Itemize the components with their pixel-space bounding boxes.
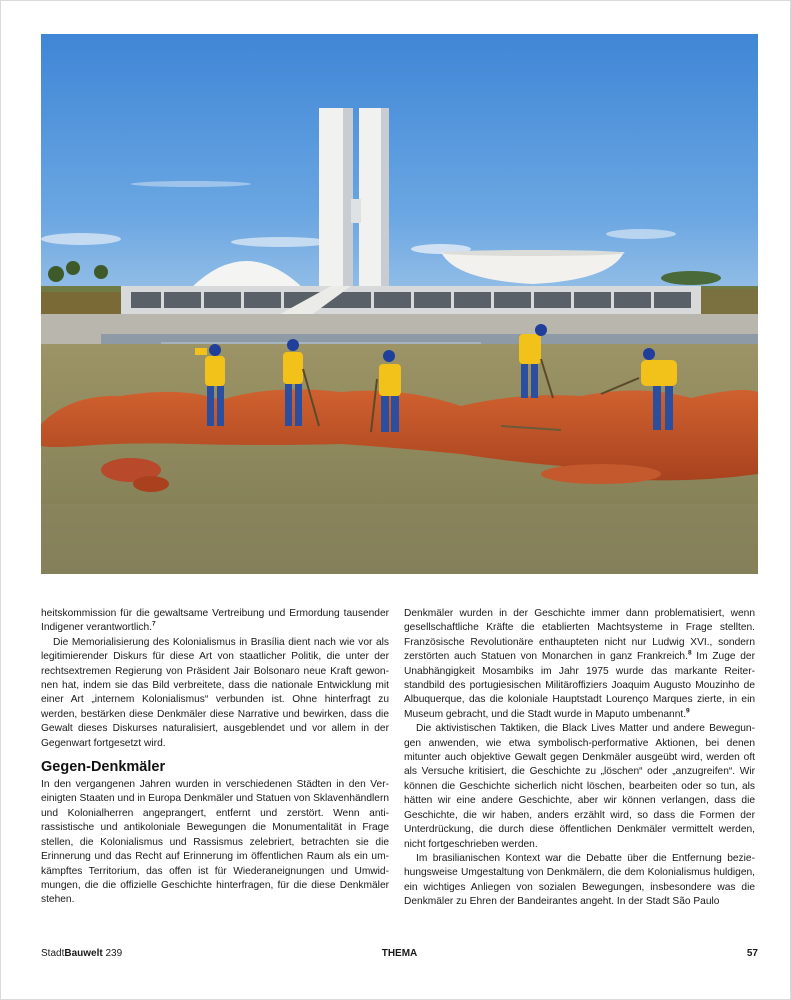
paragraph: Im brasilianischen Kontext war die Debatte über die Entfernung beziehungsweise Umgestaltung von Denkmälern, die dem Kolonialismus huldigen, ein wichtiges Anliegen von sozialen Bewegungen, insbesondere was die Denkmäler zu Ehren der Bandeirantes angeht. In der Stadt São Paulo — [404, 852, 755, 908]
paragraph: heitskommission für die gewaltsame Vertreibung und Ermordung tausender Indigener verantwortlich.$^7$ — [41, 608, 389, 634]
footnote-ref: 7 — [152, 621, 156, 629]
right-text-column — [404, 607, 755, 910]
section-label: THEMA — [381, 948, 418, 959]
article-photo — [41, 34, 758, 574]
magazine-name: StadtBauwelt 239 — [41, 948, 123, 959]
page-number: 57 — [746, 948, 758, 959]
paragraph: Die aktivistischen Taktiken, die Black Lives Matter und andere Bewegungen anwenden, wie etwa symbolisch-performative Aktionen, bei denen mitunter auch objektive Gewalt gegen Denkmäler ausgeübt wird, werden oft als Versuche kritisiert, die Geschichte zu „löschen“ oder „anzugreifen“. Wir können die Geschichte sicherlich nicht löschen, bearbeiten oder so tun, als hätten wir eine andere Geschichte, aber wir können verlangen, dass die Geschichte, die wir haben, anders erzählt wird, so dass die Formen der Unterdrückung, die durch diese öffentlichen Denkmäler vermittelt werden, nicht fortgeschrieben werden. — [404, 723, 755, 850]
footnote-ref: 9 — [686, 707, 690, 715]
paragraph: In den vergangenen Jahren wurden in verschiedenen Städten in den Vereinigten Staaten und in Europa Denkmäler und Statuen von Sklavenhändlern und Kolonialherren angeprangert, entfernt und zerstört. Wenn antirassistische und antikoloniale Bewegungen die Monumentalität in Frage stellen, die Kolonialismus und Rassismus zelebriert, betrachten sie die Erinnerung und das Recht auf Erinnerung im öffentlichen Raum als ein umkämpftes Territorium, das offen ist für Wiederaneignungen und Umwidmungen, die die offizielle Geschichte hinterfragen, für die diese Denkmäler stehen. — [41, 779, 389, 906]
section-heading: Gegen-Denkmäler — [41, 759, 166, 776]
paragraph: Die Memorialisierung des Kolonialismus in Brasília dient nach wie vor als legitimierender Diskurs für diese Art von staatlicher Politik, die unter der rechtsextremen Regierung von Präsident Jair Bolsonaro neue Kraft gewonnen hat, indem sie das Bild verbreitete, dass die nationale Entwicklung mit einer Art „internem Kolonialismus“ verbunden ist. Ohne hinterfragt zu werden, bestärken diese Denkmäler diese Narrative und bewirken, dass die Gewalt dieses Diskurses naturalisiert, ausgeblendet und vor allem in der Gegenwart fortgesetzt wird. — [41, 636, 389, 749]
page-footer — [41, 948, 758, 962]
magazine-page — [1, 1, 790, 999]
footnote-ref: 8 — [687, 649, 692, 657]
paragraph: Denkmäler wurden in der Geschichte immer dann problematisiert, wenn gesellschaftliche Kräfte die etablierten Machtsysteme in Frage stellten. Französische Revolutionäre enthaupteten nicht nur Ludwig XVI., sondern zerstörten auch Statuen von Monarchen in ganz Frankreich.$^8$ Im Zuge der Unabhängigkeit Mosambiks im Jahr 1975 wurde das markante Reiterstandbild des portugiesischen Militäroffiziers Joaquim Augusto Mouzinho de Albuquerque, das die koloniale Hauptstadt Lourenço Marques zierte, in ein Museum gebracht, und die Stadt wurde in Maputo umbenannt.$^9$ — [404, 608, 755, 720]
left-text-column — [41, 607, 389, 908]
